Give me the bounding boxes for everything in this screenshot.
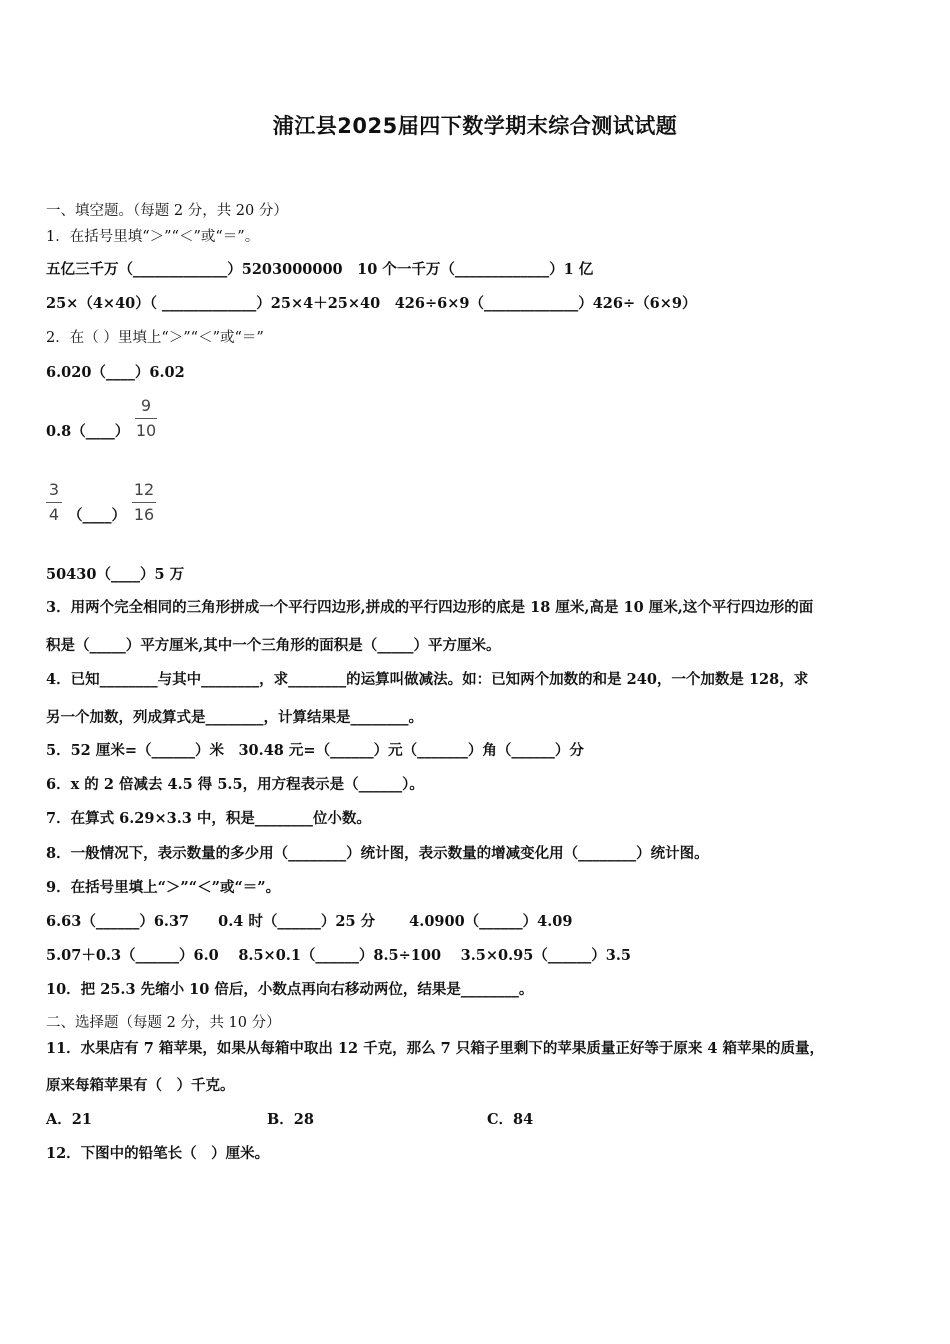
q11-line1: 11．水果店有 7 箱苹果，如果从每箱中取出 12 千克，那么 7 只箱子里剩下的苹果质量正好等于原来 4 箱苹果的质量，: [46, 1040, 825, 1057]
q5: 5．52 厘米=（______）米 30.48 元=（______）元（_______）角（______）分: [46, 742, 584, 759]
fraction-bar: [46, 502, 62, 503]
q2-part-c-right-fraction: [132, 480, 156, 525]
q6: 6．x 的 2 倍减去 4.5 得 5.5，用方程表示是（______）。: [46, 776, 424, 793]
q3-line1: 3．用两个完全相同的三角形拼成一个平行四边形,拼成的平行四边形的底是 18 厘米,高是 10 厘米,这个平行四边形的面: [46, 599, 814, 616]
q11-option-b[interactable]: B．28: [267, 1111, 314, 1128]
fraction-denominator: 10: [135, 421, 157, 440]
q2-part-b-left: 0.8（____）: [46, 423, 130, 440]
q1-row2: 25×（4×40）（ _____________）25×4＋25×40 426÷6×9（_____________）426÷（6×9）: [46, 295, 697, 312]
q2-part-c-left-fraction: [46, 480, 62, 525]
fraction-numerator: 9: [140, 396, 152, 415]
fraction-bar: [135, 418, 157, 419]
fraction-numerator: 12: [133, 480, 155, 499]
q11-line2: 原来每箱苹果有（ ）千克。: [46, 1077, 235, 1094]
q3-line2: 积是（_____）平方厘米,其中一个三角形的面积是（_____）平方厘米。: [46, 637, 501, 654]
q2-part-c-mid: （____）: [68, 507, 126, 524]
q9-stem: 9．在括号里填上“＞”“＜”或“＝”。: [46, 879, 281, 896]
q1-row1: 五亿三千万（_____________）5203000000 10 个一千万（_____________）1 亿: [46, 261, 594, 278]
section1-heading: 一、填空题。（每题 2 分，共 20 分）: [46, 203, 288, 219]
page-title: 浦江县2025届四下数学期末综合测试试题: [272, 114, 678, 138]
q7: 7．在算式 6.29×3.3 中，积是________位小数。: [46, 810, 371, 827]
fraction-bar: [132, 502, 156, 503]
q11-option-a[interactable]: A．21: [46, 1111, 92, 1128]
q9-row1: 6.63（______）6.37 0.4 时（______）25 分 4.0900（______）4.09: [46, 913, 573, 930]
fraction-numerator: 3: [48, 480, 60, 499]
fraction-denominator: 16: [133, 505, 155, 524]
q12: 12．下图中的铅笔长（ ）厘米。: [46, 1145, 270, 1162]
q10: 10．把 25.3 先缩小 10 倍后，小数点再向右移动两位，结果是________。: [46, 981, 534, 998]
q4-line1: 4．已知________与其中________，求________的运算叫做减法。如：已知两个加数的和是 240，一个加数是 128，求: [46, 671, 809, 688]
q1-stem: 1．在括号里填“＞”“＜”或“＝”。: [46, 229, 260, 245]
q2-stem: 2．在（ ）里填上“＞”“＜”或“＝”: [46, 330, 264, 346]
q2-part-a: 6.020（____）6.02: [46, 364, 185, 381]
q8: 8．一般情况下，表示数量的多少用（________）统计图，表示数量的增减变化用（________）统计图。: [46, 845, 709, 862]
q11-option-c[interactable]: C．84: [487, 1111, 534, 1128]
section2-heading: 二、选择题（每题 2 分，共 10 分）: [46, 1015, 281, 1031]
q9-row2: 5.07＋0.3（______）6.0 8.5×0.1（______）8.5÷100 3.5×0.95（______）3.5: [46, 947, 632, 964]
fraction-denominator: 4: [48, 505, 60, 524]
q2-part-b-fraction: [135, 396, 157, 441]
q4-line2: 另一个加数，列成算式是________，计算结果是________。: [46, 709, 423, 726]
q2-part-d: 50430（____）5 万: [46, 566, 185, 583]
